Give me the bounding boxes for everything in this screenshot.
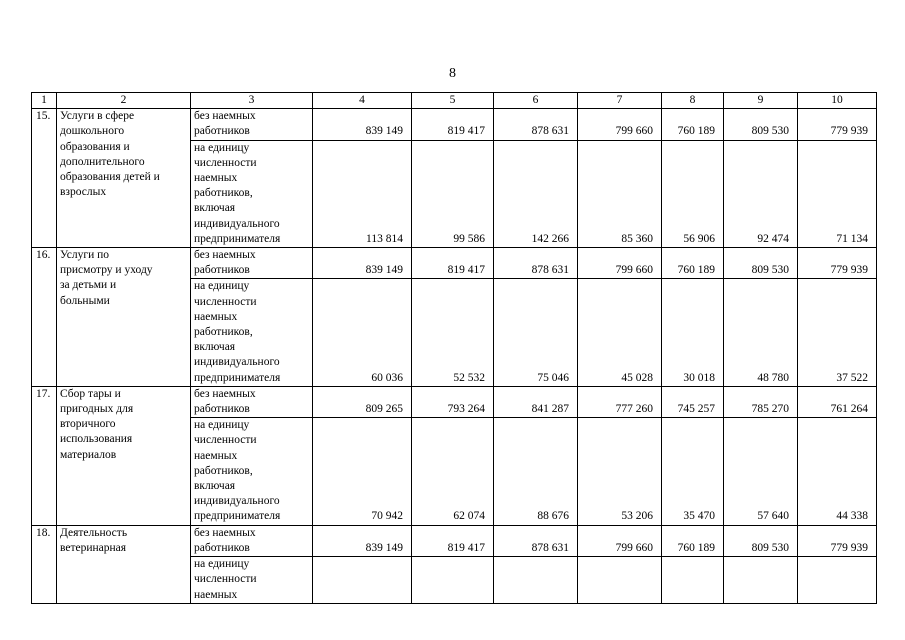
value-cell bbox=[662, 557, 724, 604]
category-label bbox=[191, 418, 313, 525]
value-cell: 819 417 bbox=[412, 109, 494, 140]
value-cell bbox=[412, 557, 494, 604]
value-cell: 779 939 bbox=[798, 525, 877, 556]
text-line: дополнительного bbox=[60, 155, 145, 168]
text-line: без наемных bbox=[194, 249, 256, 262]
value-cell: 92 474 bbox=[724, 140, 798, 247]
category-label bbox=[191, 248, 313, 279]
text-line: на единицу bbox=[194, 280, 250, 293]
service-name bbox=[57, 248, 191, 387]
text-line: наемных bbox=[194, 310, 238, 323]
text-line: наемных bbox=[194, 449, 238, 462]
text-line: предпринимателя bbox=[194, 510, 281, 523]
value-cell: 809 530 bbox=[724, 248, 798, 279]
text-line: пригодных для bbox=[60, 403, 134, 416]
value-cell: 71 134 bbox=[798, 140, 877, 247]
value-cell: 85 360 bbox=[578, 140, 662, 247]
value-cell: 48 780 bbox=[724, 279, 798, 386]
text-line: численности bbox=[194, 573, 257, 586]
text-line: численности bbox=[194, 295, 257, 308]
text-line: Деятельность bbox=[60, 526, 128, 539]
text-line: на единицу bbox=[194, 419, 250, 432]
text-line: ветеринарная bbox=[60, 541, 127, 554]
page-number: 8 bbox=[449, 66, 456, 81]
column-header: 1 bbox=[32, 93, 57, 109]
text-line: Услуги в сфере bbox=[60, 110, 135, 123]
category-label bbox=[191, 140, 313, 247]
category-label bbox=[191, 386, 313, 417]
text-line: работников, bbox=[194, 464, 253, 477]
text-line: работников bbox=[194, 541, 250, 554]
value-cell: 777 260 bbox=[578, 386, 662, 417]
text-line: работников bbox=[194, 125, 250, 138]
text-line: работников bbox=[194, 264, 250, 277]
column-header: 8 bbox=[662, 93, 724, 109]
category-label bbox=[191, 557, 313, 604]
value-cell: 99 586 bbox=[412, 140, 494, 247]
text-line: вторичного bbox=[60, 418, 116, 431]
text-line: за детьми и bbox=[60, 279, 117, 292]
value-cell: 779 939 bbox=[798, 248, 877, 279]
value-cell bbox=[724, 557, 798, 604]
value-cell: 57 640 bbox=[724, 418, 798, 525]
text-line: присмотру и уходу bbox=[60, 264, 153, 277]
text-line: включая bbox=[194, 202, 236, 215]
tariff-table bbox=[31, 92, 877, 604]
value-cell: 799 660 bbox=[578, 248, 662, 279]
value-cell: 37 522 bbox=[798, 279, 877, 386]
service-name bbox=[57, 109, 191, 248]
text-line: Сбор тары и bbox=[60, 387, 121, 400]
value-cell: 819 417 bbox=[412, 248, 494, 279]
value-cell: 878 631 bbox=[494, 525, 578, 556]
value-cell: 809 265 bbox=[313, 386, 412, 417]
text-line: численности bbox=[194, 434, 257, 447]
text-line: включая bbox=[194, 480, 236, 493]
row-number: 17. bbox=[32, 386, 57, 525]
text-line: численности bbox=[194, 156, 257, 169]
text-line: материалов bbox=[60, 448, 117, 461]
value-cell: 799 660 bbox=[578, 109, 662, 140]
value-cell bbox=[494, 557, 578, 604]
text-line: Услуги по bbox=[60, 249, 110, 262]
text-line: работников bbox=[194, 403, 250, 416]
text-line: предпринимателя bbox=[194, 232, 281, 245]
row-number: 18. bbox=[32, 525, 57, 603]
value-cell: 793 264 bbox=[412, 386, 494, 417]
row-number: 16. bbox=[32, 248, 57, 387]
text-line: взрослых bbox=[60, 186, 107, 199]
text-line: использования bbox=[60, 433, 133, 446]
value-cell: 761 264 bbox=[798, 386, 877, 417]
column-header: 9 bbox=[724, 93, 798, 109]
value-cell bbox=[798, 557, 877, 604]
text-line: больными bbox=[60, 294, 110, 307]
column-header: 3 bbox=[191, 93, 313, 109]
text-line: работников, bbox=[194, 326, 253, 339]
value-cell bbox=[578, 557, 662, 604]
value-cell: 779 939 bbox=[798, 109, 877, 140]
row-number: 15. bbox=[32, 109, 57, 248]
value-cell: 760 189 bbox=[662, 248, 724, 279]
value-cell: 62 074 bbox=[412, 418, 494, 525]
text-line: без наемных bbox=[194, 110, 256, 123]
value-cell: 75 046 bbox=[494, 279, 578, 386]
value-cell: 809 530 bbox=[724, 525, 798, 556]
value-cell: 799 660 bbox=[578, 525, 662, 556]
value-cell: 113 814 bbox=[313, 140, 412, 247]
value-cell: 745 257 bbox=[662, 386, 724, 417]
value-cell: 88 676 bbox=[494, 418, 578, 525]
table-row bbox=[32, 525, 877, 556]
value-cell: 44 338 bbox=[798, 418, 877, 525]
value-cell: 878 631 bbox=[494, 248, 578, 279]
text-line: предпринимателя bbox=[194, 371, 281, 384]
text-line: без наемных bbox=[194, 526, 256, 539]
value-cell bbox=[313, 557, 412, 604]
text-line: индивидуального bbox=[194, 356, 280, 369]
service-name bbox=[57, 525, 191, 603]
value-cell: 70 942 bbox=[313, 418, 412, 525]
column-header: 2 bbox=[57, 93, 191, 109]
value-cell: 819 417 bbox=[412, 525, 494, 556]
text-line: дошкольного bbox=[60, 125, 125, 138]
category-label bbox=[191, 525, 313, 556]
category-label bbox=[191, 109, 313, 140]
table-row bbox=[32, 386, 877, 417]
column-header: 10 bbox=[798, 93, 877, 109]
text-line: наемных bbox=[194, 172, 238, 185]
text-line: без наемных bbox=[194, 387, 256, 400]
value-cell: 878 631 bbox=[494, 109, 578, 140]
text-line: индивидуального bbox=[194, 495, 280, 508]
column-header: 4 bbox=[313, 93, 412, 109]
column-header: 5 bbox=[412, 93, 494, 109]
value-cell: 30 018 bbox=[662, 279, 724, 386]
value-cell: 785 270 bbox=[724, 386, 798, 417]
value-cell: 839 149 bbox=[313, 109, 412, 140]
text-line: работников, bbox=[194, 187, 253, 200]
table-row bbox=[32, 248, 877, 279]
value-cell: 760 189 bbox=[662, 525, 724, 556]
value-cell: 839 149 bbox=[313, 525, 412, 556]
value-cell: 52 532 bbox=[412, 279, 494, 386]
column-header: 7 bbox=[578, 93, 662, 109]
text-line: образования детей и bbox=[60, 171, 160, 184]
category-label bbox=[191, 279, 313, 386]
text-line: индивидуального bbox=[194, 217, 280, 230]
service-name bbox=[57, 386, 191, 525]
text-line: образования и bbox=[60, 140, 130, 153]
text-line: наемных bbox=[194, 588, 238, 601]
value-cell: 142 266 bbox=[494, 140, 578, 247]
value-cell: 841 287 bbox=[494, 386, 578, 417]
value-cell: 760 189 bbox=[662, 109, 724, 140]
text-line: включая bbox=[194, 341, 236, 354]
value-cell: 53 206 bbox=[578, 418, 662, 525]
table-row bbox=[32, 109, 877, 140]
header-row bbox=[32, 93, 877, 109]
value-cell: 56 906 bbox=[662, 140, 724, 247]
value-cell: 839 149 bbox=[313, 248, 412, 279]
value-cell: 809 530 bbox=[724, 109, 798, 140]
text-line: на единицу bbox=[194, 558, 250, 571]
column-header: 6 bbox=[494, 93, 578, 109]
value-cell: 60 036 bbox=[313, 279, 412, 386]
value-cell: 35 470 bbox=[662, 418, 724, 525]
value-cell: 45 028 bbox=[578, 279, 662, 386]
text-line: на единицу bbox=[194, 141, 250, 154]
